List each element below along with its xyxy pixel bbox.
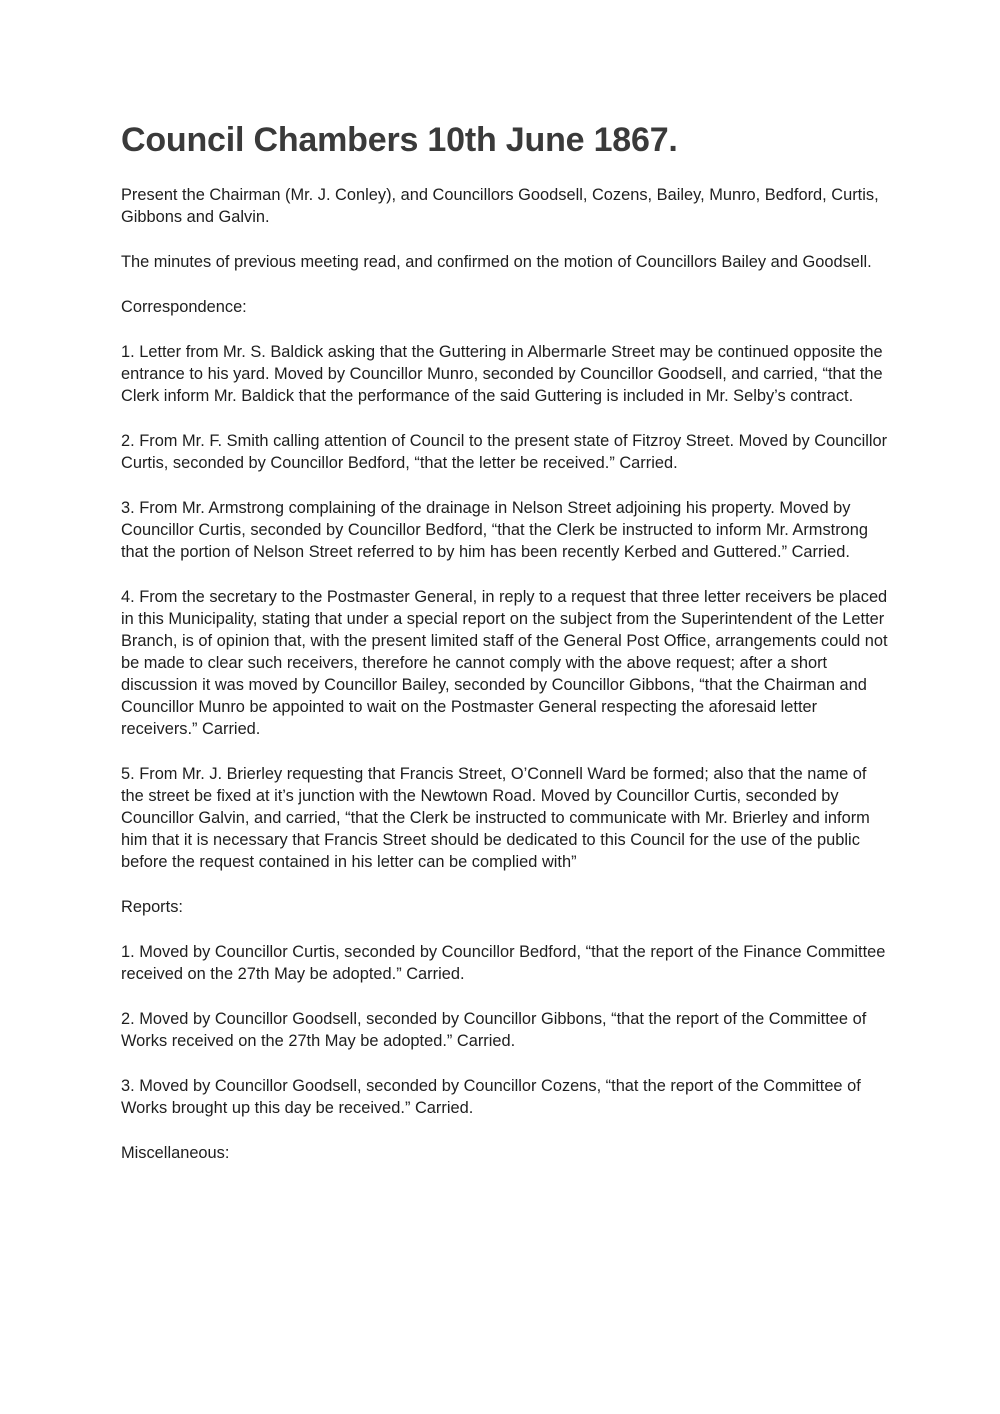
section-heading-reports: Reports: [121, 898, 183, 916]
correspondence-item-1: 1. Letter from Mr. S. Baldick asking that the Guttering in Albermarle Street may be continued opposite the entrance to his yard. Moved by Councillor Munro, seconded by Councillor Goodsell, and carried, “that the Clerk inform Mr. Baldick that the performance of the said Guttering is included in Mr. Selby’s contract. [121, 343, 883, 405]
report-item-2: 2. Moved by Councillor Goodsell, seconded by Councillor Gibbons, “that the report of the Committee of Works received on the 27th May be adopted.” Carried. [121, 1010, 867, 1050]
report-item-1: 1. Moved by Councillor Curtis, seconded by Councillor Bedford, “that the report of the Finance Committee received on the 27th May be adopted.” Carried. [121, 943, 886, 983]
page-title: Council Chambers 10th June 1867. [121, 121, 678, 159]
correspondence-item-4: 4. From the secretary to the Postmaster General, in reply to a request that three letter receivers be placed in this Municipality, stating that under a special report on the subject from the Superintendent of the Letter Branch, is of opinion that, with the present limited staff of the General Post Office, arrangements could not be made to clear such receivers, therefore he cannot comply with the above request; after a short discussion it was moved by Councillor Bailey, seconded by Councillor Gibbons, “that the Chairman and Councillor Munro be appointed to wait on the Postmaster General respecting the aforesaid letter receivers.” Carried. [121, 588, 888, 738]
document-page [121, 120, 889, 1187]
report-item-3: 3. Moved by Councillor Goodsell, seconded by Councillor Cozens, “that the report of the Committee of Works brought up this day be received.” Carried. [121, 1077, 861, 1117]
section-heading-correspondence: Correspondence: [121, 298, 247, 316]
minutes-paragraph: The minutes of previous meeting read, and confirmed on the motion of Councillors Bailey and Goodsell. [121, 253, 872, 271]
section-heading-miscellaneous: Miscellaneous: [121, 1144, 230, 1162]
correspondence-item-2: 2. From Mr. F. Smith calling attention of Council to the present state of Fitzroy Street. Moved by Councillor Curtis, seconded by Councillor Bedford, “that the letter be received.” Carried. [121, 432, 888, 472]
attendance-paragraph: Present the Chairman (Mr. J. Conley), and Councillors Goodsell, Cozens, Bailey, Munro, Bedford, Curtis, Gibbons and Galvin. [121, 186, 879, 226]
correspondence-item-3: 3. From Mr. Armstrong complaining of the drainage in Nelson Street adjoining his property. Moved by Councillor Curtis, seconded by Councillor Bedford, “that the Clerk be instructed to inform Mr. Armstrong that the portion of Nelson Street referred to by him has been recently Kerbed and Guttered.” Carried. [121, 499, 869, 561]
correspondence-item-5: 5. From Mr. J. Brierley requesting that Francis Street, O’Connell Ward be formed; also that the name of the street be fixed at it’s junction with the Newtown Road. Moved by Councillor Curtis, seconded by Councillor Galvin, and carried, “that the Clerk be instructed to communicate with Mr. Brierley and inform him that it is necessary that Francis Street should be dedicated to this Council for the use of the public before the request contained in his letter can be complied with” [121, 765, 870, 871]
